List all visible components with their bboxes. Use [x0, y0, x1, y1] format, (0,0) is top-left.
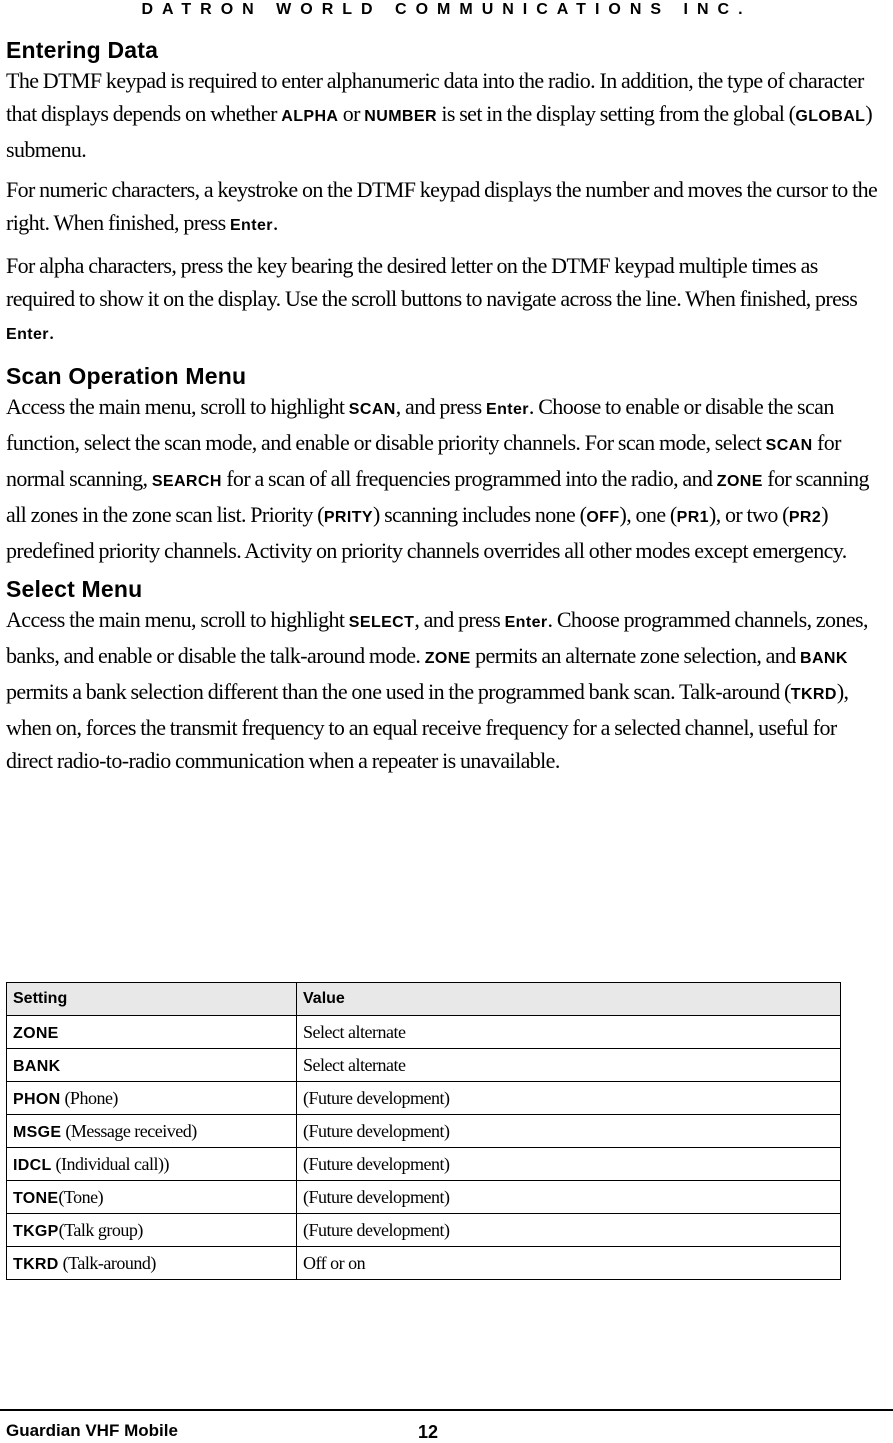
keyword: OFF [586, 509, 620, 526]
table-row [7, 1082, 841, 1115]
section-title-select-menu: Select Menu [6, 576, 143, 602]
value-cell: (Future development) [297, 1082, 841, 1115]
settings-table [6, 982, 841, 1280]
setting-desc: (Talk-around) [58, 1252, 156, 1273]
page-header: DATRON WORLD COMMUNICATIONS INC. [141, 1, 752, 18]
value-cell: Select alternate [297, 1049, 841, 1082]
keyword: Enter [6, 326, 49, 343]
text: for scanning all zones in the zone scan list. Priority ( [6, 466, 869, 527]
keyword: PR2 [788, 509, 822, 526]
table-row [7, 1214, 841, 1247]
keyword: SELECT [348, 614, 415, 631]
keyword: GLOBAL [795, 108, 866, 125]
keyword: NUMBER [364, 108, 437, 125]
keyword: SCAN [765, 437, 813, 454]
setting-cell [7, 1247, 297, 1280]
setting-desc: (Tone) [58, 1186, 104, 1207]
keyword: SCAN [348, 401, 396, 418]
setting-desc: (Message received) [61, 1120, 197, 1141]
setting-desc: (Individual call)) [51, 1153, 169, 1174]
column-header-value: Value [297, 983, 841, 1016]
entering-paragraph-1 [6, 64, 886, 166]
keyword: Enter [504, 614, 548, 631]
text: for normal scanning, [6, 430, 841, 491]
setting-key: ZONE [13, 1024, 59, 1042]
setting-cell [7, 1148, 297, 1181]
scan-paragraph [6, 390, 886, 567]
setting-key: IDCL [13, 1156, 52, 1174]
text: or [338, 101, 365, 126]
table-row [7, 1181, 841, 1214]
column-header-setting: Setting [7, 983, 297, 1016]
keyword: PRITY [323, 509, 373, 526]
keyword: Enter [486, 401, 529, 418]
text: ), one ( [619, 502, 677, 527]
setting-cell [7, 1115, 297, 1148]
text: Access the main menu, scroll to highlight [6, 394, 349, 419]
text: . Choose to enable or disable the scan function, select the scan mode, and enable or disable priority channels. For scan mode, select [6, 394, 834, 455]
page-number: 12 [418, 1422, 439, 1442]
entering-paragraph-2 [6, 173, 886, 242]
table-row [7, 1148, 841, 1181]
text: is set in the display setting from the global ( [436, 101, 796, 126]
text: . Choose programmed channels, zones, banks, and enable or disable the talk-around mode. [6, 607, 868, 668]
keyword: SEARCH [151, 473, 222, 490]
value-cell: Off or on [297, 1247, 841, 1280]
text: The DTMF keypad is required to enter alphanumeric data into the radio. In addition, the type of character that displays depends on whether [6, 68, 864, 126]
section-title-scan-operation-menu: Scan Operation Menu [6, 363, 247, 389]
setting-key: PHON [13, 1090, 61, 1108]
text: , and press [395, 394, 487, 419]
section-title-entering-data: Entering Data [6, 37, 159, 63]
text: ) submenu. [6, 101, 873, 162]
text: for a scan of all frequencies programmed into the radio, and [221, 466, 717, 491]
setting-cell [7, 1082, 297, 1115]
keyword: Enter [229, 217, 273, 234]
text: ), or two ( [708, 502, 789, 527]
keyword: ZONE [716, 473, 763, 490]
setting-cell [7, 1181, 297, 1214]
text: . [272, 210, 278, 235]
entering-paragraph-3 [6, 249, 886, 351]
value-cell: (Future development) [297, 1115, 841, 1148]
text: ) scanning includes none ( [372, 502, 587, 527]
text: permits an alternate zone selection, and [470, 643, 801, 668]
footer-title: Guardian VHF Mobile [6, 1421, 178, 1440]
setting-desc: (Talk group) [58, 1219, 143, 1240]
select-paragraph [6, 603, 886, 777]
setting-cell [7, 1016, 297, 1049]
value-cell: (Future development) [297, 1148, 841, 1181]
keyword: PR1 [676, 509, 709, 526]
setting-key: TKGP [13, 1222, 59, 1240]
setting-key: TKRD [13, 1255, 59, 1273]
keyword: ALPHA [281, 108, 339, 125]
table-header-row [7, 983, 841, 1016]
setting-cell [7, 1049, 297, 1082]
text: For alpha characters, press the key bearing the desired letter on the DTMF keypad multiple times as required to show it on the display. Use the scroll buttons to navigate across the line. When finished, press [6, 253, 858, 311]
value-cell: Select alternate [297, 1016, 841, 1049]
table-row [7, 1016, 841, 1049]
keyword: TKRD [790, 686, 837, 703]
setting-cell [7, 1214, 297, 1247]
text: For numeric characters, a keystroke on the DTMF keypad displays the number and moves the cursor to the right. When finished, press [6, 177, 878, 235]
setting-key: BANK [13, 1057, 61, 1075]
text: Access the main menu, scroll to highlight [6, 607, 349, 632]
table-row [7, 1049, 841, 1082]
setting-desc: (Phone) [60, 1087, 118, 1108]
keyword: ZONE [424, 650, 471, 667]
text: ) predefined priority channels. Activity on priority channels overrides all other modes except emergency. [6, 502, 847, 563]
setting-key: TONE [13, 1189, 59, 1207]
table-row [7, 1115, 841, 1148]
value-cell: (Future development) [297, 1214, 841, 1247]
text: permits a bank selection different than the one used in the programmed bank scan. Talk-around ( [6, 679, 791, 704]
table-row [7, 1247, 841, 1280]
text: ), when on, forces the transmit frequency to an equal receive frequency for a selected channel, useful for direct radio-to-radio communication when a repeater is unavailable. [6, 679, 849, 773]
text: , and press [414, 607, 505, 632]
setting-key: MSGE [13, 1123, 62, 1141]
footer-divider [0, 1409, 893, 1411]
page-content [6, 36, 886, 777]
keyword: BANK [800, 650, 848, 667]
text: . [48, 319, 54, 344]
value-cell: (Future development) [297, 1181, 841, 1214]
